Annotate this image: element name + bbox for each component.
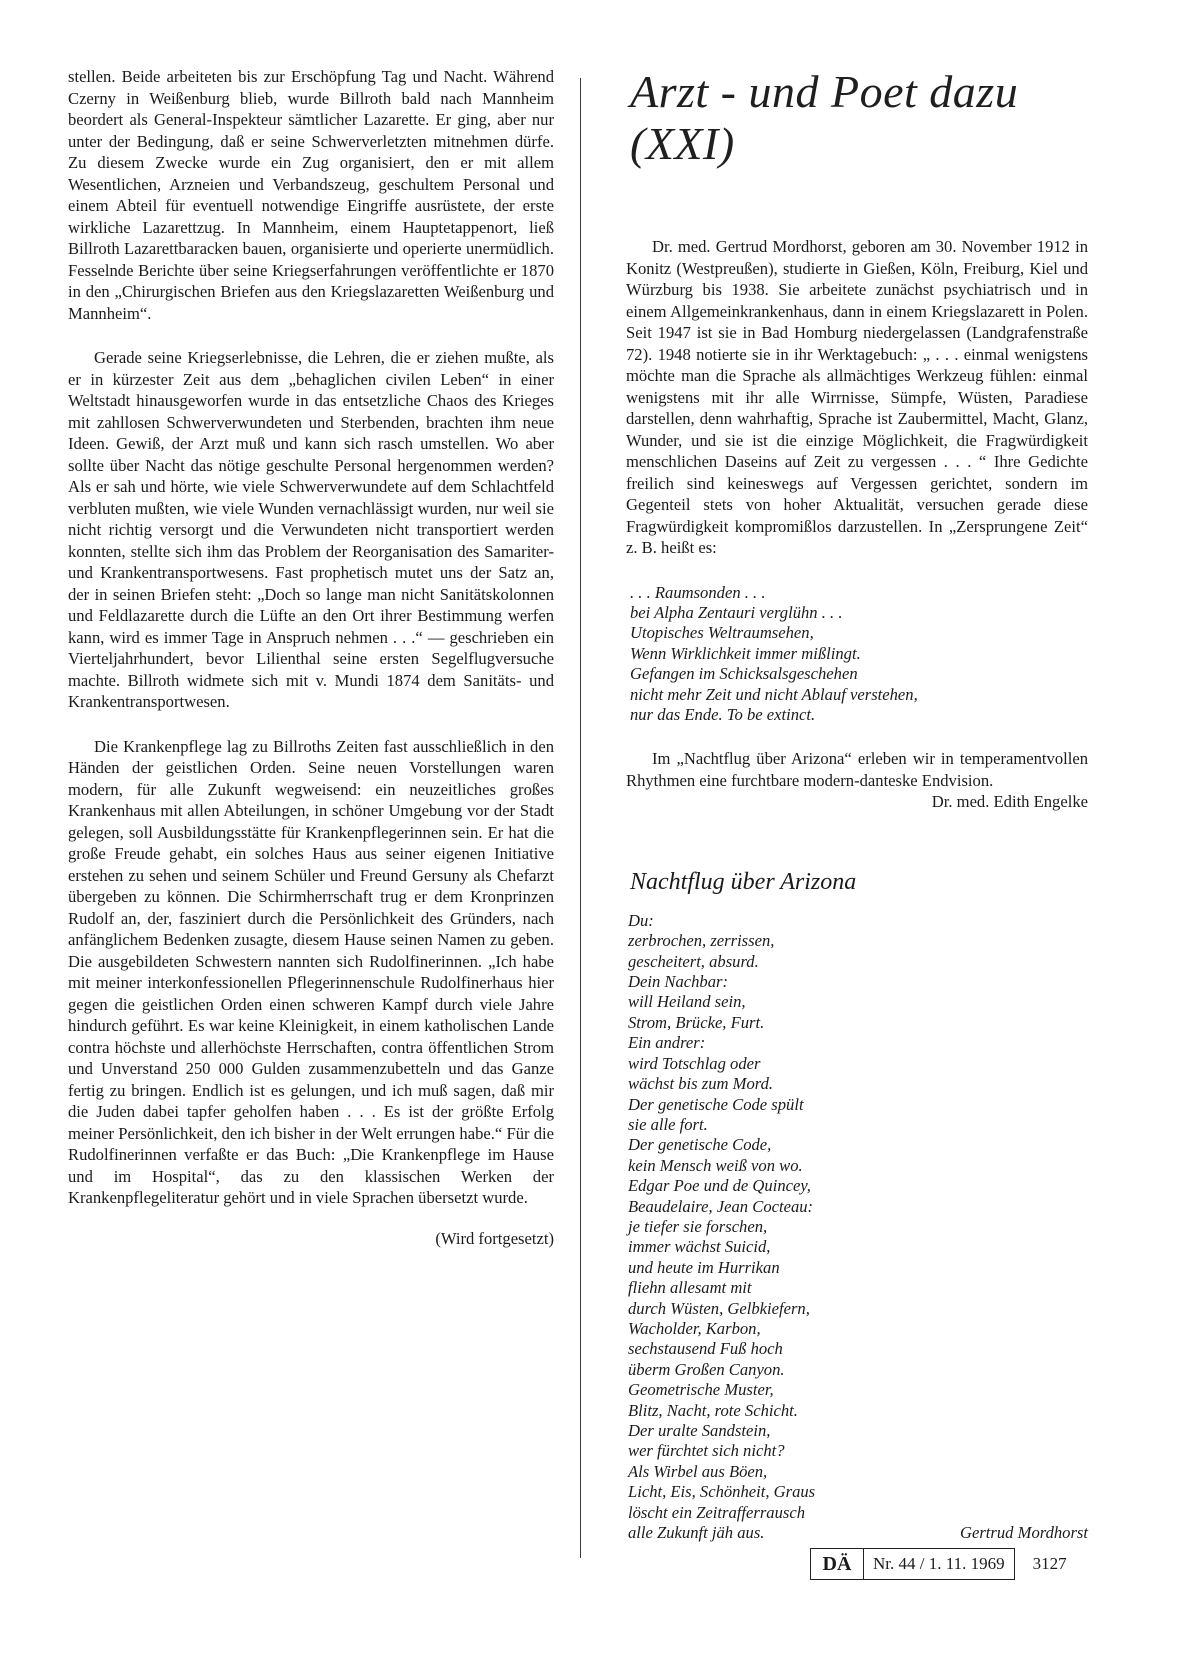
poem-line: und heute im Hurrikan: [628, 1257, 780, 1277]
poem-line: Der genetische Code,: [628, 1135, 772, 1155]
poem: [628, 911, 1088, 1544]
poem-line: sie alle fort.: [628, 1114, 708, 1134]
continuation-note: (Wird fortgesetzt): [435, 1228, 554, 1248]
poem-line: Dein Nachbar:: [628, 972, 729, 992]
poem-line: wer fürchtet sich nicht?: [628, 1441, 785, 1461]
poem-line: wird Totschlag oder: [628, 1053, 761, 1073]
poem-author: Gertrud Mordhorst: [960, 1523, 1088, 1543]
poem-line: Ein andrer:: [628, 1033, 706, 1053]
poem-line: gescheitert, absurd.: [628, 951, 759, 971]
right-column: [626, 66, 1088, 1543]
poem-line: Der uralte Sandstein,: [628, 1421, 771, 1440]
column-divider: [580, 78, 581, 1558]
poem-line: Strom, Brücke, Furt.: [628, 1012, 765, 1032]
poem-line: kein Mensch weiß von wo.: [628, 1155, 803, 1175]
poem-line: Der genetische Code spült: [628, 1094, 804, 1114]
poem-line: Blitz, Nacht, rote Schicht.: [628, 1400, 798, 1420]
poem-line: Gefangen im Schicksalsgeschehen: [630, 664, 858, 684]
poem-line: Beaudelaire, Jean Cocteau:: [628, 1196, 814, 1216]
paragraph: Die Krankenpflege lag zu Billroths Zeiten fast ausschließlich in den Händen der geistlichen Orden. Seine neuen Vorstellungen waren modern, für alle Zukunft wegweisend: ein neuzeitliches großes Krankenhaus mit allen Abteilungen, in schöner Umgebung vor der Stadt gelegen, soll Ausbildungsstätte für Krankenpflegerinnen sein. Er hat die große Freude gehabt, ein solches Haus aus seiner eigenen Initiative erstehen zu sehen und seinem Schüler und Freund Gersuny als Chefarzt übergeben zu können. Die Schirmherrschaft trug er dem Kronprinzen Rudolf an, der, fasziniert durch die Persönlichkeit des Gründers, nach anfänglichem Bedenken zusagte, diesem Hause seinen Namen zu geben. Die ausgebildeten Schwestern nannten sich Rudolfinerinnen. „Ich habe mit meiner interkonfessionellen Pflegerinnenschule Rudolfinerhaus hier gegen die geistlichen Orden einen schweren Kampf durch viele Jahre hindurch geführt. Es war keine Kleinigkeit, in einem katholischen Lande contra höchste und allerhöchste Herrschaften, contra öffentlichen Strom und Unverstand 250 000 Gulden zusammenzubetteln und das Ganze fertig zu bringen. Endlich ist es gelungen, und ich muß sagen, daß mir die Juden dabei tapfer geholfen haben . . . Es ist der größte Erfolg meiner Persönlichkeit, den ich bisher in der Welt errungen habe.“ Für die Rudolfinerinnen verfaßte er das Buch: „Die Krankenpflege im Hause und im Hospital“, das zu den klassischen Werken der Krankenpflegeliteratur gehört und in viele Sprachen übersetzt wurde.: [68, 736, 554, 1207]
poem-line: Geometrische Muster,: [628, 1380, 774, 1400]
poem-line: durch Wüsten, Gelbkiefern,: [628, 1298, 810, 1318]
page-number: 3127: [1032, 1554, 1067, 1573]
left-column: [68, 66, 554, 1249]
poem-line: zerbrochen, zerrissen,: [628, 931, 775, 951]
closing-signature: Dr. med. Edith Engelke: [931, 792, 1088, 812]
poem-line: . . . Raumsonden . . .: [630, 582, 766, 602]
poem-line: Wacholder, Karbon,: [628, 1318, 761, 1338]
poem-line: Wenn Wirklichkeit immer mißlingt.: [630, 643, 861, 663]
journal-logo: DÄ: [810, 1548, 864, 1580]
poem-line: fliehn allesamt mit: [628, 1278, 752, 1298]
intro-paragraph: Dr. med. Gertrud Mordhorst, geboren am 30. November 1912 in Konitz (Westpreußen), studierte in Gießen, Köln, Freiburg, Kiel und Würzburg bis 1938. Sie arbeitete zunächst psychiatrisch und in einem Allgemeinkrankenhaus, dann in einem Kriegslazarett in Polen. Seit 1947 ist sie in Bad Homburg niedergelassen (Landgrafenstraße 72). 1948 notierte sie in ihr Werktagebuch: „ . . . einmal wenigstens möchte man die Sprache als allmächtiges Werkzeug fühlen: einmal wenigstens mit ihr alle Wirrnisse, Sümpfe, Wüsten, Paradiese darstellen, denn wahrhaftig, Sprache ist Zaubermittel, Macht, Glanz, Wunder, und sie ist die einzige Möglichkeit, die Fragwürdigkeit menschlichen Daseins auf Zeit zu vergessen . . . “ Ihre Gedichte freilich sind keineswegs auf Vergessen gerichtet, sondern im Gegenteil stets von hoher Aktualität, versuchen gerade diese Fragwürdigkeit kompromißlos darzustellen. In „Zersprungene Zeit“ z. B. heißt es:: [626, 237, 1088, 557]
poem-line: wächst bis zum Mord.: [628, 1074, 774, 1094]
poem-line: will Heiland sein,: [628, 992, 746, 1012]
poem-line: überm Großen Canyon.: [628, 1359, 785, 1379]
paragraph: stellen. Beide arbeiteten bis zur Erschöpfung Tag und Nacht. Während Czerny in Weißenburg blieb, wurde Billroth bald nach Mannheim beordert als General-Inspekteur sämtlicher Lazarette. Er ging, aber nur unter der Bedingung, daß er seine Schwerverletzten mitnehmen dürfe. Zu diesem Zwecke wurde ein Zug organisiert, den er mit allem Wesentlichen, Arzneien und Verbandszeug, geschultem Personal und einem Abteil für eventuell notwendige Eingriffe ausrüstete, der erste wirkliche Lazarettzug. In Mannheim, einem Hauptetappenort, ließ Billroth Lazarettbaracken bauen, organisierte und operierte unermüdlich. Fesselnde Berichte über seine Kriegserfahrungen veröffentlichte er 1870 in den „Chirurgischen Briefen aus den Kriegslazaretten Weißenburg und Mannheim“.: [68, 67, 554, 323]
poem-line: nicht mehr Zeit und nicht Ablauf verstehen,: [630, 684, 918, 704]
poem-title: Nachtflug über Arizona: [630, 868, 857, 895]
article-title: Arzt - und Poet dazu (XXI): [630, 66, 1019, 169]
page-footer: [810, 1547, 1067, 1581]
poem-line: löscht ein Zeitrafferrausch: [628, 1502, 805, 1522]
issue-number: Nr. 44 / 1. 11. 1969: [864, 1548, 1015, 1580]
poem-line: nur das Ende. To be extinct.: [630, 704, 816, 724]
paragraph: Gerade seine Kriegserlebnisse, die Lehren, die er ziehen mußte, als er in kürzester Zeit aus dem „behaglichen civilen Leben“ in einer Weltstadt hinausgeworfen wurde in das entsetzliche Chaos des Krieges mit zahllosen Schwerverwundeten und Sterbenden, brachten ihm neue Ideen. Gewiß, der Arzt muß und kann sich rasch umstellen. Wo aber sollte über Nacht das nötige geschulte Personal hergenommen werden? Als er sah und hörte, wie viele Schwerverwundete auf dem Schlachtfeld verbluten mußten, wie viele Wunden vernachlässigt wurden, nur weil sie nicht richtig versorgt und die Verwundeten nicht transportiert werden konnten, stellte sich ihm das Problem der Reorganisation des Samariter- und Krankentransportwesens. Fast prophetisch mutet uns der Satz an, der in seinen Briefen steht: „Doch so lange man nicht Sanitätskolonnen und Feldlazarette durch die Lüfte an den Ort ihrer Bestimmung werfen kann, wird es immer Tage in Anspruch nehmen . . .“ — geschrieben ein Vierteljahrhundert, bevor Lilienthal seine ersten Segelflugversuche machte. Billroth widmete sich mit v. Mundi 1874 dem Sanitäts- und Krankentransportwesen.: [68, 348, 554, 711]
poem-line: Du:: [628, 910, 654, 930]
poem-line: Edgar Poe und de Quincey,: [628, 1176, 811, 1196]
quote-poem: [630, 583, 1088, 726]
poem-line: Utopisches Weltraumsehen,: [630, 623, 814, 643]
poem-line: Als Wirbel aus Böen,: [628, 1461, 768, 1481]
closing-paragraph: Im „Nachtflug über Arizona“ erleben wir in temperamentvollen Rhythmen eine furchtbare modern-danteske Endvision.: [626, 749, 1088, 790]
poem-line: alle Zukunft jäh aus.: [628, 1523, 765, 1543]
poem-line: Licht, Eis, Schönheit, Graus: [628, 1482, 816, 1502]
poem-line: bei Alpha Zentauri verglühn . . .: [630, 602, 843, 622]
poem-line: immer wächst Suicid,: [628, 1237, 771, 1257]
poem-line: sechstausend Fuß hoch: [628, 1339, 783, 1359]
poem-line: je tiefer sie forschen,: [628, 1216, 768, 1236]
